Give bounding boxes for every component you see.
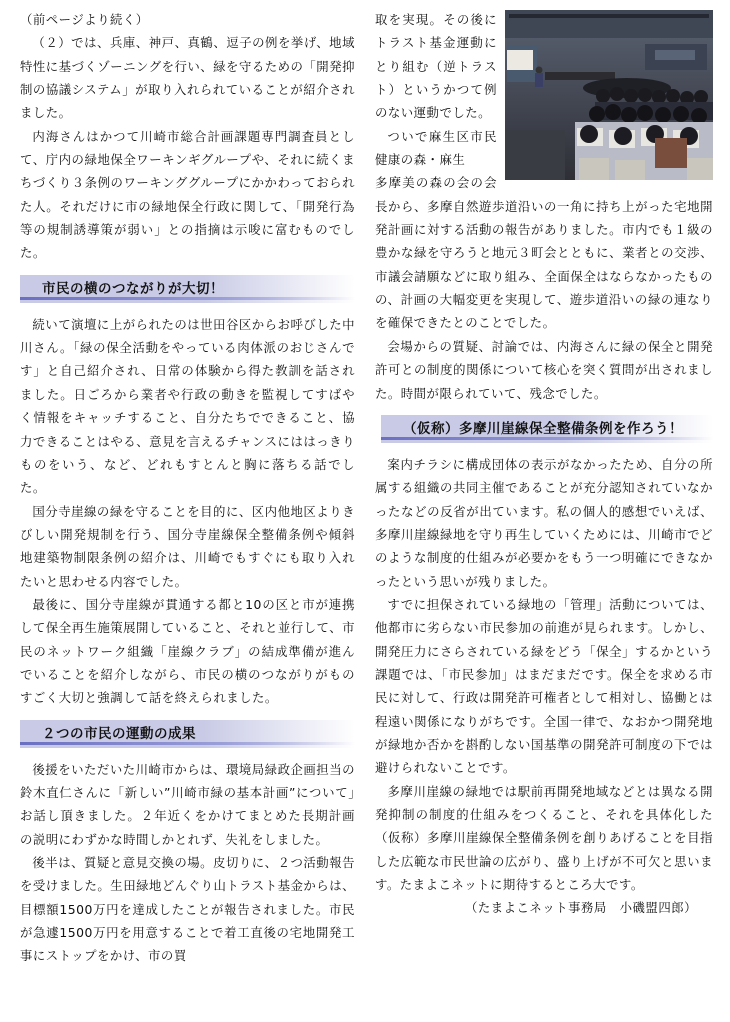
- paragraph: 最後に、国分寺崖線が貫通する都と10の区と市が連携して保全再生施策展開していること、それと並行して、市民のネットワーク組織「崖線クラブ」の結成準備が進んでいることを紹介しながら、市民の横のつながりがものすごく大切と強調して話を終えられました。: [20, 596, 355, 706]
- section-heading-two-movements: ２つの市民の運動の成果: [20, 720, 355, 748]
- paragraph: 取を実現。その後にトラスト基金運動にとり組む（逆トラスト）というかつて例のない運動でした。: [375, 12, 497, 121]
- right-column: [375, 8, 713, 920]
- section-heading-citizen-connection: 市民の横のつながりが大切！: [20, 275, 355, 303]
- paragraph: 後半は、質疑と意見交換の場。皮切りに、２つ活動報告を受けました。生田緑地どんぐり山トラスト基金からは、目標額1500万円を達成したことが報告されました。市民が急遽1500万円を用意することで着工直後の宅地開発工事にストップをかけ、市の買: [20, 855, 355, 964]
- author-signature: （たまよこネット事務局 小磯盟四郎）: [464, 900, 697, 916]
- paragraph: 続いて演壇に上がられたのは世田谷区からお呼びした中川さん。「緑の保全活動をやっている肉体派のおじさんです」と自己紹介され、日常の体験から得た教訓を話されました。日ごろから業者や行政の動きを監視してすばやく情報をキャッチすること、自分たちでできること、協力できることはやる、意見を言えるチャンスにははっきりものをいう、など、どれもすとんと胸に落ちる話でした。: [20, 316, 355, 496]
- continued-note: （前ページより続く）: [20, 12, 149, 27]
- paragraph: 多摩美の森の会の会長から、多摩自然遊歩道沿いの一角に持ち上がった宅地開発計画に対する活動の報告がありました。市内でも１級の豊かな緑を守ろうと地元３町会とともに、業者との交渉、市議会請願などに取り組み、全面保全はならなかったものの、計画の大幅変更を実現して、遊歩道沿いの緑の連なりを確保できたとのことでした。: [375, 175, 713, 331]
- paragraph: （２）では、兵庫、神戸、真鶴、逗子の例を挙げ、地域特性に基づくゾーニングを行い、緑を守るための「開発抑制の協議システム」が取り入れられていることが紹介されました。: [20, 35, 355, 121]
- paragraph: すでに担保されている緑地の「管理」活動については、他都市に劣らない市民参加の前進が見られます。しかし、開発圧力にさらされている緑をどう「保全」するかという課題では、「市民参加」はまだまだです。保全を求める市民に対して、行政は開発許可権者として相対し、協働とは程遠い関係になりがちです。全国一律で、なおかつ開発地が緑地か否かを斟酌しない国基準の開発許可制度の下では避けられないことです。: [375, 596, 713, 776]
- paragraph: 案内チラシに構成団体の表示がなかったため、自分の所属する組織の共同主催であることが充分認知されていなかったなどの反省が出ています。私の個人的感想でいえば、多摩川崖線緑地を守り再生していくためには、川崎市でどのような制度的仕組みが必要かをもう一つ明確にできなかったという思いが残りました。: [375, 456, 713, 589]
- meeting-photo: [505, 10, 713, 180]
- paragraph: ついで麻生区市民健康の森・麻生: [375, 128, 497, 168]
- meeting-hall-image: [505, 10, 713, 180]
- paragraph: 会場からの質疑、討論では、内海さんに緑の保全と開発許可との制度的関係について核心を突く質問が出されました。時間が限られていて、残念でした。: [375, 338, 713, 401]
- section-heading-tamagawa-ordinance: （仮称）多摩川崖線保全整備条例を作ろう！: [381, 415, 713, 443]
- paragraph: 内海さんはかつて川崎市総合計画課題専門調査員として、庁内の緑地保全ワーキンギグループや、それに続くまちづくり３条例のワーキンググループにかかわっておられた人。それだけに市の緑地保全行政に関して、「開発行為等の規制誘導策が弱い」との指摘は示唆に富むものでした。: [20, 128, 355, 261]
- paragraph: 多摩川崖線の緑地では駅前再開発地域などとは異なる開発抑制の制度的仕組みをつくること、それを具体化した（仮称）多摩川崖線保全整備条例を創りあげることを目指した広範な市民世論の広がり、盛り上げが不可欠と思います。たまよこネットに期待するところ大です。: [375, 783, 713, 893]
- left-column: [20, 8, 355, 968]
- paragraph: 国分寺崖線の緑を守ることを目的に、区内他地区よりきびしい開発規制を行う、国分寺崖線保全整備条例や傾斜地建築物制限条例の紹介は、川崎でもすぐにも取り入れたいと思わせる内容でした。: [20, 503, 355, 589]
- paragraph: 後援をいただいた川崎市からは、環境局緑政企画担当の鈴木直仁さんに「新しい”川崎市緑の基本計画”について」お話し頂きました。２年近くをかけてまとめた長期計画の説明にわずかな時間しかとれず、失礼をしました。: [20, 761, 355, 847]
